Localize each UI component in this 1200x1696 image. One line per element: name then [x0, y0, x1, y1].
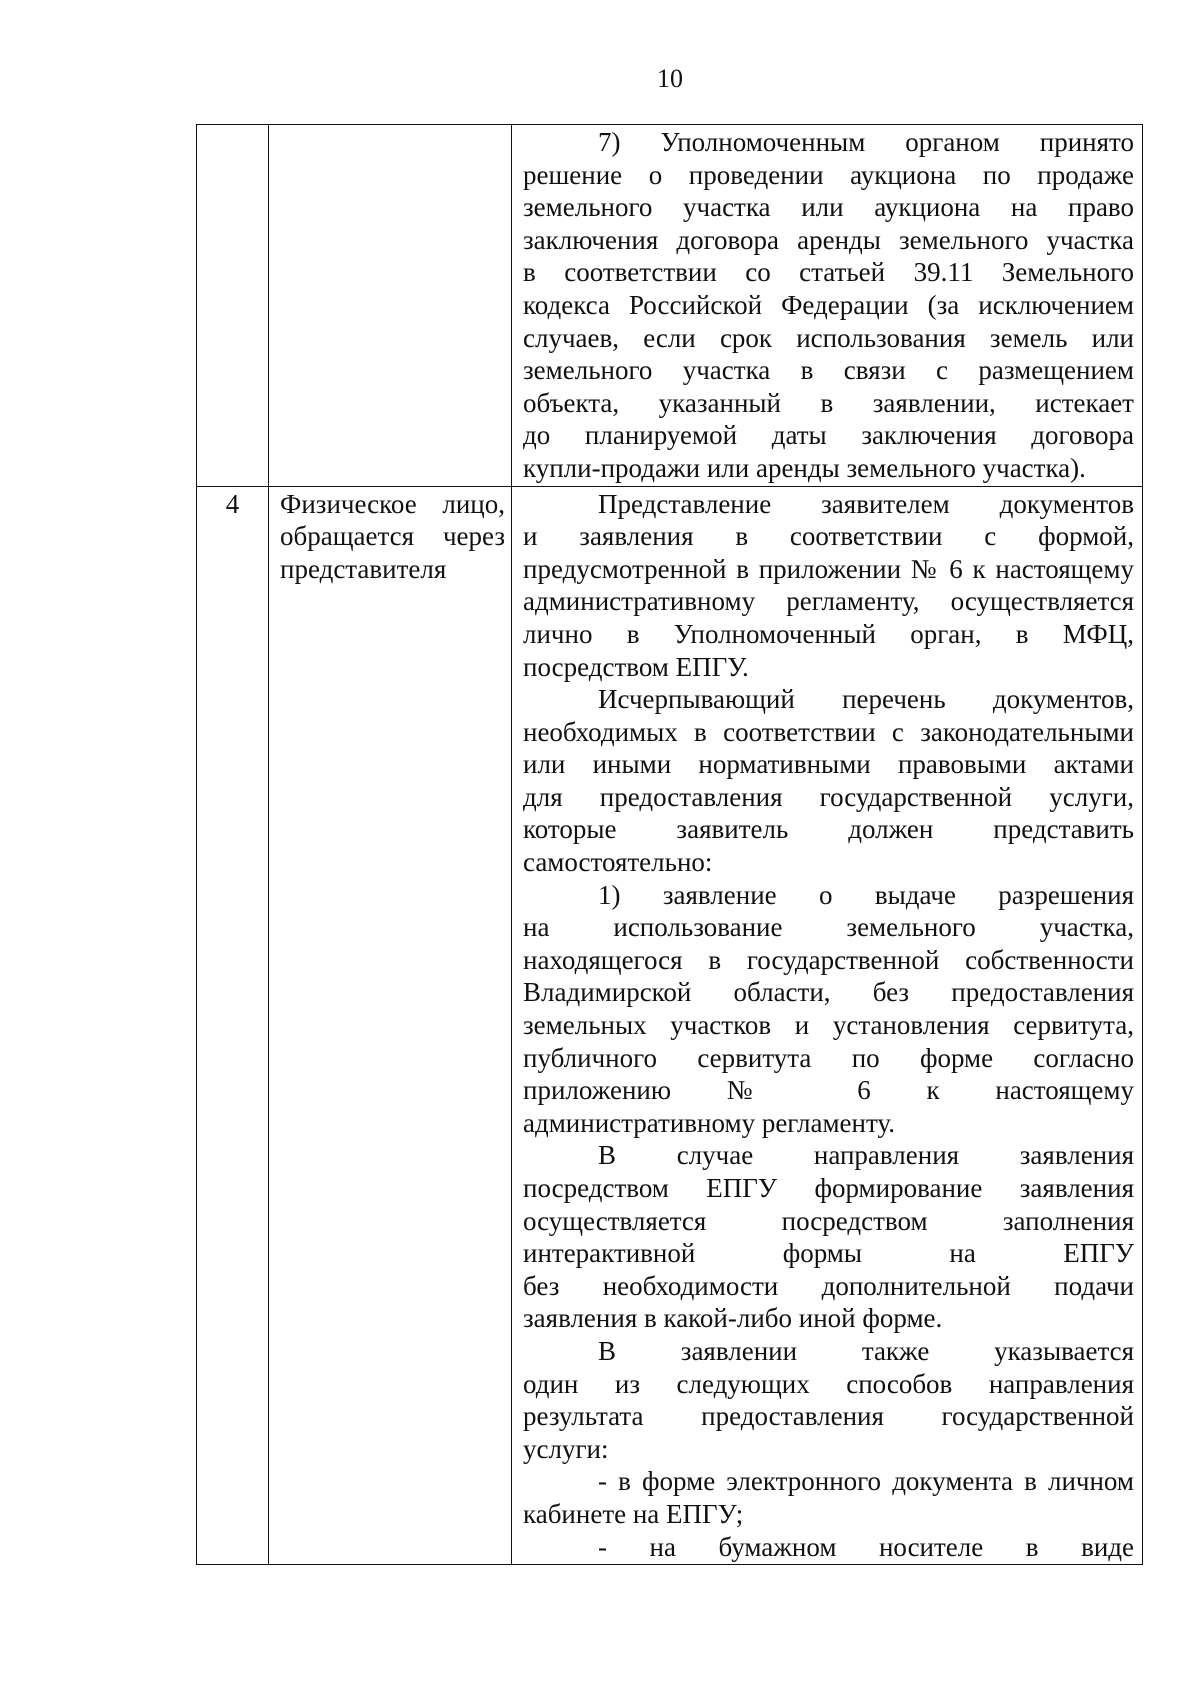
- description-cell: [512, 486, 1143, 1565]
- table-row: [197, 486, 1143, 1565]
- description-line: заключения договора аренды земельного участка: [523, 224, 1134, 255]
- applicant-category-cell: [269, 125, 512, 487]
- description-line: В заявлении также указывается: [598, 1335, 1134, 1366]
- description-line: публичного сервитута по форме согласно: [523, 1042, 1134, 1073]
- description-line: до планируемой даты заключения договора: [523, 420, 1134, 451]
- description-line: решение о проведении аукциона по продаже: [523, 159, 1134, 190]
- description-line: 1) заявление о выдаче разрешения: [598, 879, 1134, 910]
- description-line: без необходимости дополнительной подачи: [523, 1270, 1134, 1301]
- description-line: находящегося в государственной собственности: [523, 944, 1134, 975]
- description-line: услуги:: [523, 1433, 609, 1464]
- description-line: - в форме электронного документа в личном: [598, 1466, 1134, 1497]
- applicant-category-line: представителя: [280, 553, 447, 584]
- description-line: земельного участка в связи с размещением: [523, 355, 1134, 386]
- description-line: лично в Уполномоченный орган, в МФЦ,: [523, 618, 1134, 649]
- applicant-category-line: Физическое лицо,: [280, 488, 505, 519]
- description-line: купли-продажи или аренды земельного участка).: [523, 452, 1086, 483]
- description-line: административному регламенту, осуществляется: [523, 586, 1134, 617]
- description-line: интерактивной формы на ЕПГУ: [523, 1238, 1134, 1269]
- description-line: для предоставления государственной услуги,: [523, 781, 1134, 812]
- description-line: кабинете на ЕПГУ;: [523, 1498, 744, 1529]
- applicant-category-line: обращается через: [280, 521, 505, 552]
- table-row: [197, 125, 1143, 487]
- description-line: В случае направления заявления: [598, 1140, 1134, 1171]
- table-body: [197, 125, 1143, 1565]
- description-line: результата предоставления государственной: [523, 1401, 1134, 1432]
- description-line: приложению № 6 к настоящему: [523, 1075, 1134, 1106]
- description-line: посредством ЕПГУ формирование заявления: [523, 1173, 1134, 1203]
- description-line: Исчерпывающий перечень документов,: [598, 684, 1134, 715]
- description-line: кодекса Российской Федерации (за исключением: [523, 289, 1134, 320]
- page-number: 10: [657, 64, 683, 93]
- regulation-table: [196, 124, 1143, 1565]
- description-cell: [512, 125, 1143, 487]
- description-line: или иными нормативными правовыми актами: [523, 749, 1134, 780]
- applicant-category-cell: [269, 486, 512, 1565]
- description-line: в соответствии со статьей 39.11 Земельного: [523, 257, 1134, 288]
- description-line: самостоятельно:: [523, 847, 713, 878]
- description-line: посредством ЕПГУ.: [523, 651, 749, 682]
- description-line: 7) Уполномоченным органом принято: [598, 127, 1134, 157]
- description-line: земельного участка или аукциона на право: [523, 192, 1134, 223]
- description-line: случаев, если срок использования земель или: [523, 322, 1134, 353]
- description-line: земельных участков и установления сервитута,: [523, 1010, 1134, 1041]
- description-line: на использование земельного участка,: [523, 912, 1134, 943]
- description-line: Владимирской области, без предоставления: [523, 977, 1134, 1008]
- description-line: и заявления в соответствии с формой,: [523, 521, 1134, 552]
- row-number-cell: 4: [197, 486, 269, 1565]
- description-line: которые заявитель должен представить: [523, 814, 1134, 845]
- row-number-cell: [197, 125, 269, 487]
- description-line: заявления в какой-либо иной форме.: [523, 1303, 943, 1334]
- description-line: - на бумажном носителе в виде: [598, 1531, 1134, 1562]
- description-line: один из следующих способов направления: [523, 1368, 1134, 1399]
- description-line: Представление заявителем документов: [598, 488, 1134, 519]
- description-line: административному регламенту.: [523, 1107, 895, 1138]
- description-line: предусмотренной в приложении № 6 к настоящему: [523, 553, 1134, 584]
- description-line: осуществляется посредством заполнения: [523, 1205, 1134, 1236]
- description-line: необходимых в соответствии с законодательными: [523, 716, 1134, 747]
- description-line: объекта, указанный в заявлении, истекает: [523, 387, 1134, 418]
